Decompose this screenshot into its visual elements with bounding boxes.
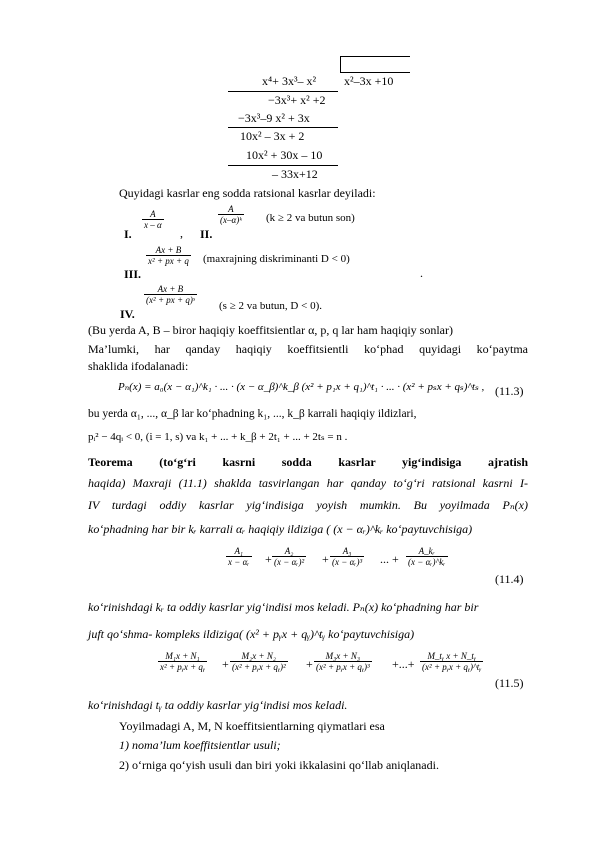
division-line-3: 10x² – 3x + 2 bbox=[240, 129, 305, 143]
eq114-term-4-denominator: (x − αᵣ)^kᵣ bbox=[408, 557, 446, 567]
eq114-term-1-denominator: x − αᵣ bbox=[228, 557, 250, 567]
eq115-term-1-denominator: x² + pᵧx + qᵧ bbox=[160, 662, 205, 672]
eq114-term-2-numerator: A₂ bbox=[284, 546, 294, 556]
eq115-term-3-numerator: M₃x + N₃ bbox=[325, 651, 360, 661]
eq115-term-3 bbox=[314, 651, 372, 672]
type-II-label: II. bbox=[200, 227, 213, 241]
eq114-term-2-denominator: (x − αᵣ)² bbox=[274, 557, 305, 567]
eq115-term-3-denominator: (x² + pᵧx + qᵧ)³ bbox=[316, 662, 370, 672]
equation-11-4-number: (11.4) bbox=[495, 572, 524, 586]
type-I-label: I. bbox=[124, 227, 132, 241]
paragraph-2-line-2: pᵢ² − 4qᵢ < 0, (i = 1, s) va k₁ + ... + k_β + 2t₁ + ... + 2tₛ = n . bbox=[88, 431, 348, 443]
eq114-term-1 bbox=[226, 546, 252, 567]
eq115-term-1 bbox=[158, 651, 207, 672]
eq114-term-2 bbox=[272, 546, 306, 567]
eq114-term-3 bbox=[330, 546, 364, 567]
theorem-line-3: IV turdagi oddiy kasrlar yig‘indisiga yoyish mumkin. Bu yoyilmada Pₙ(x) bbox=[88, 498, 528, 512]
paragraph-2-line-1: bu yerda α₁, ..., α_β lar ko‘phadning k₁, ..., k_β karrali haqiqiy ildizlari, bbox=[88, 408, 417, 420]
eq115-term-2-denominator: (x² + pᵧx + qᵧ)² bbox=[232, 662, 286, 672]
eq115-term-2-numerator: M₂x + N₂ bbox=[241, 651, 276, 661]
type-III-condition: (maxrajning diskriminanti D < 0) bbox=[203, 253, 350, 265]
note-text: (Bu yerda A, B – biror haqiqiy koeffitsientlar α, p, q lar ham haqiqiy sonlar) bbox=[88, 323, 453, 337]
eq114-term-4 bbox=[406, 546, 448, 567]
type-II-fraction bbox=[218, 204, 244, 225]
method-item-2: 2) o‘rniga qo‘yish usuli dan biri yoki ikkalasini qo‘llab aniqlanadi. bbox=[119, 758, 439, 772]
type-I-numerator: A bbox=[150, 209, 156, 219]
eq115-term-4 bbox=[420, 651, 483, 672]
type-I-fraction bbox=[142, 209, 164, 230]
eq115-term-1-numerator: M₁x + N₁ bbox=[165, 651, 200, 661]
theorem-title: Teorema (to‘g‘ri kasrni sodda kasrlar yig‘indisiga ajratish bbox=[88, 455, 528, 469]
type-IV-condition: (s ≥ 2 va butun, D < 0). bbox=[219, 300, 322, 312]
theorem-line-2: haqida) Maxraji (11.1) shaklda tasvirlangan har qanday to‘g‘ri ratsional kasrni I- bbox=[88, 476, 528, 490]
division-rule-2 bbox=[228, 127, 338, 128]
division-remainder: – 33x+12 bbox=[272, 167, 318, 181]
theorem-line-4: ko‘phadning har bir kᵣ karrali αᵣ haqiqiy ildiziga ( (x − αᵣ)^kᵣ ko‘paytuvchisiga) bbox=[88, 522, 473, 536]
division-line-1: −3x³+ x² +2 bbox=[268, 93, 326, 107]
paragraph-1-line-1: Ma’lumki, har qanday haqiqiy koeffitsientli ko‘phad quyidagi ko‘paytma bbox=[88, 342, 528, 356]
eq115-term-4-denominator: (x² + pᵧx + qᵧ)^tᵧ bbox=[422, 662, 482, 672]
eq114-term-3-denominator: (x − αᵣ)³ bbox=[332, 557, 363, 567]
type-IV-denominator: (x² + px + q)ˢ bbox=[146, 295, 195, 305]
eq115-term-2 bbox=[230, 651, 288, 672]
division-line-4: 10x² + 30x – 10 bbox=[246, 148, 323, 162]
after-11-4-line-2: juft qo‘shma- kompleks ildiziga( (x² + pᵧx + qᵧ)^tᵧ ko‘paytuvchisiga) bbox=[88, 627, 415, 641]
division-quotient-line bbox=[340, 72, 410, 73]
eq114-term-4-numerator: A_kᵣ bbox=[418, 546, 435, 556]
equation-11-5-number: (11.5) bbox=[495, 676, 524, 690]
eq114-term-1-numerator: A₁ bbox=[234, 546, 244, 556]
division-bracket-top bbox=[340, 56, 410, 57]
division-rule-3 bbox=[228, 165, 338, 166]
type-II-denominator: (x–α)ᵏ bbox=[220, 215, 242, 225]
method-intro: Yoyilmadagi A, M, N koeffitsientlarning qiymatlari esa bbox=[119, 719, 385, 733]
division-rule-1 bbox=[228, 91, 338, 92]
after-11-5-text: ko‘rinishdagi tᵧ ta oddiy kasrlar yig‘indisi mos keladi. bbox=[88, 698, 348, 712]
type-I-denominator: x – α bbox=[144, 220, 162, 230]
equation-11-3-number: (11.3) bbox=[495, 384, 524, 398]
type-II-condition: (k ≥ 2 va butun son) bbox=[266, 212, 355, 224]
dividend: x⁴+ 3x³– x² bbox=[262, 74, 317, 88]
type-III-denominator: x² + px + q bbox=[148, 256, 189, 266]
equation-11-3: Pₙ(x) = a₀(x − α₁)^k₁ · ... · (x − α_β)^k_β (x² + p₁x + q₁)^t₁ · ... · (x² + pₛx + qₛ)^tₛ , bbox=[118, 381, 485, 393]
type-IV-fraction bbox=[144, 284, 197, 305]
method-item-1: 1) noma’lum koeffitsientlar usuli; bbox=[119, 738, 281, 752]
type-IV-label: IV. bbox=[120, 307, 135, 321]
type-I-separator: , bbox=[180, 226, 183, 240]
type-II-numerator: A bbox=[228, 204, 234, 214]
type-III-label: III. bbox=[124, 267, 142, 281]
divisor: x²–3x +10 bbox=[344, 74, 394, 88]
after-11-4-line-1: ko‘rinishdagi kᵣ ta oddiy kasrlar yig‘indisi mos keladi. Pₙ(x) ko‘phadning har bir bbox=[88, 600, 479, 614]
type-III-numerator: Ax + B bbox=[155, 245, 182, 255]
division-line-2: −3x³–9 x² + 3x bbox=[238, 111, 310, 125]
paragraph-1-line-2: shaklida ifodalanadi: bbox=[88, 359, 189, 373]
type-III-end: . bbox=[420, 266, 423, 280]
intro-text: Quyidagi kasrlar eng sodda ratsional kasrlar deyiladi: bbox=[119, 186, 376, 200]
type-III-fraction bbox=[146, 245, 191, 266]
eq115-term-4-numerator: M_tᵧ x + N_tᵧ bbox=[427, 651, 476, 661]
type-IV-numerator: Ax + B bbox=[157, 284, 184, 294]
eq114-term-3-numerator: A₃ bbox=[342, 546, 352, 556]
division-bracket-vertical bbox=[340, 56, 341, 72]
